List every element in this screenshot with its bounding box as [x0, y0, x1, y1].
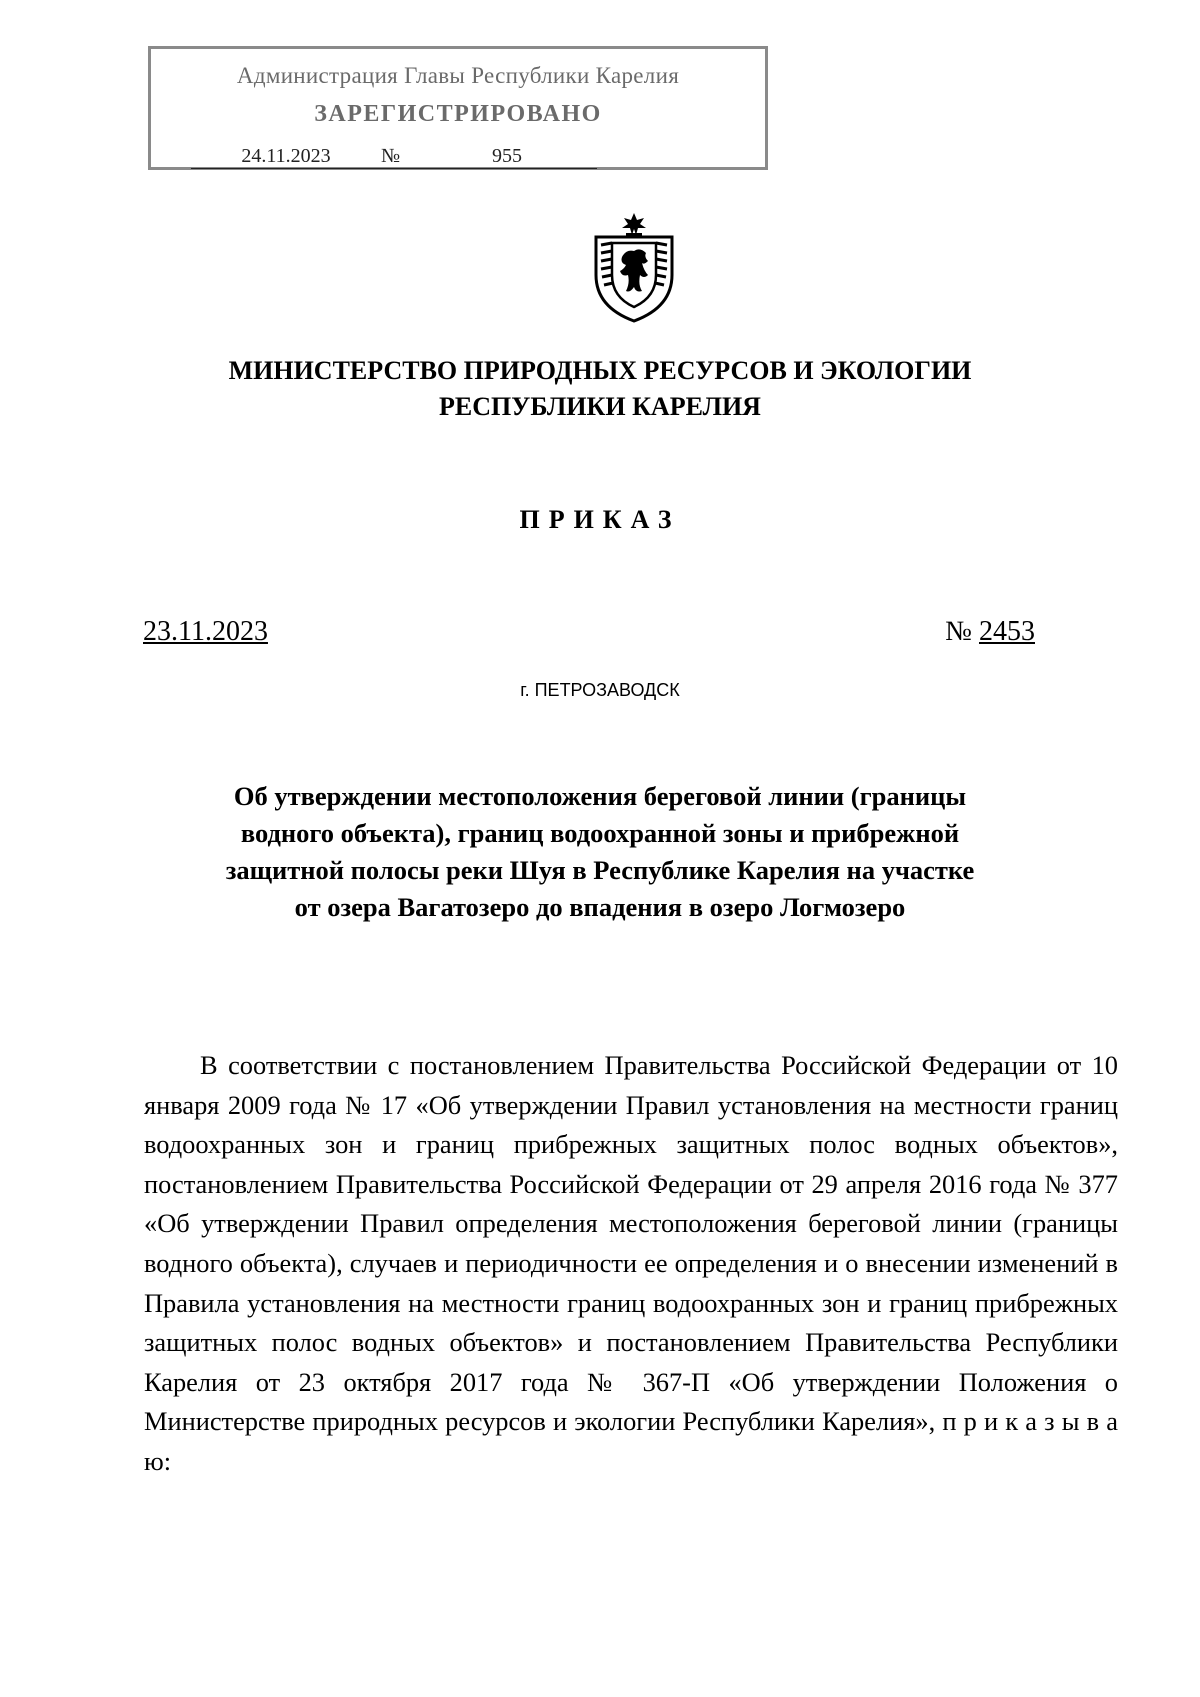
- subject-line-4: от озера Вагатозеро до впадения в озеро Логмозеро: [294, 892, 906, 922]
- subject-line-3: защитной полосы реки Шуя в Республике Карелия на участке: [225, 855, 975, 885]
- order-city: г. ПЕТРОЗАВОДСК: [520, 680, 680, 700]
- order-number-block: [945, 616, 1035, 648]
- body-paragraph-text: В соответствии с постановлением Правительства Российской Федерации от 10 января 2009 года № 17 «Об утверждении Правил установления на местности границ водоохранных зон и границ прибрежных защитных полос водных объектов», постановлением Правительства Российской Федерации от 29 апреля 2016 года № 377 «Об утверждении Правил определения местоположения береговой линии (границы водного объекта), случаев и периодичности ее определения и о внесении изменений в Правила установления на местности границ водоохранных зон и границ прибрежных защитных полос водных объектов» и постановлением Правительства Республики Карелия от 23 октября 2017 года № 367-П «Об утверждении Положения о Министерстве природных ресурсов и экологии Республики Карелия»,: [144, 1050, 1118, 1437]
- registration-stamp: [148, 46, 768, 170]
- order-number-sign: №: [945, 616, 972, 647]
- stamp-number-sign: №: [381, 145, 417, 169]
- stamp-organization: Администрация Главы Республики Карелия: [236, 63, 680, 88]
- stamp-number: 955: [417, 145, 597, 169]
- ministry-header: [0, 353, 1200, 425]
- subject-line-1: Об утверждении местоположения береговой линии (границы: [233, 781, 967, 811]
- stamp-registration-line: [191, 145, 597, 169]
- order-title: ПРИКАЗ: [519, 505, 681, 534]
- order-number: 2453: [979, 616, 1035, 647]
- ministry-line-1: МИНИСТЕРСТВО ПРИРОДНЫХ РЕСУРСОВ И ЭКОЛОГИИ: [228, 356, 972, 385]
- subject-line-2: водного объекта), границ водоохранной зоны и прибрежной: [240, 818, 960, 848]
- ministry-line-2: РЕСПУБЛИКИ КАРЕЛИЯ: [439, 392, 761, 421]
- stamp-status: ЗАРЕГИСТРИРОВАНО: [314, 101, 602, 127]
- stamp-date: 24.11.2023: [191, 145, 381, 169]
- order-date: 23.11.2023: [143, 616, 268, 647]
- order-subject: [100, 778, 1100, 926]
- karelia-coat-of-arms-icon: [586, 213, 682, 323]
- body-paragraph: [144, 1046, 1118, 1482]
- body-closing: п р и к а з ы в а ю:: [144, 1406, 1118, 1476]
